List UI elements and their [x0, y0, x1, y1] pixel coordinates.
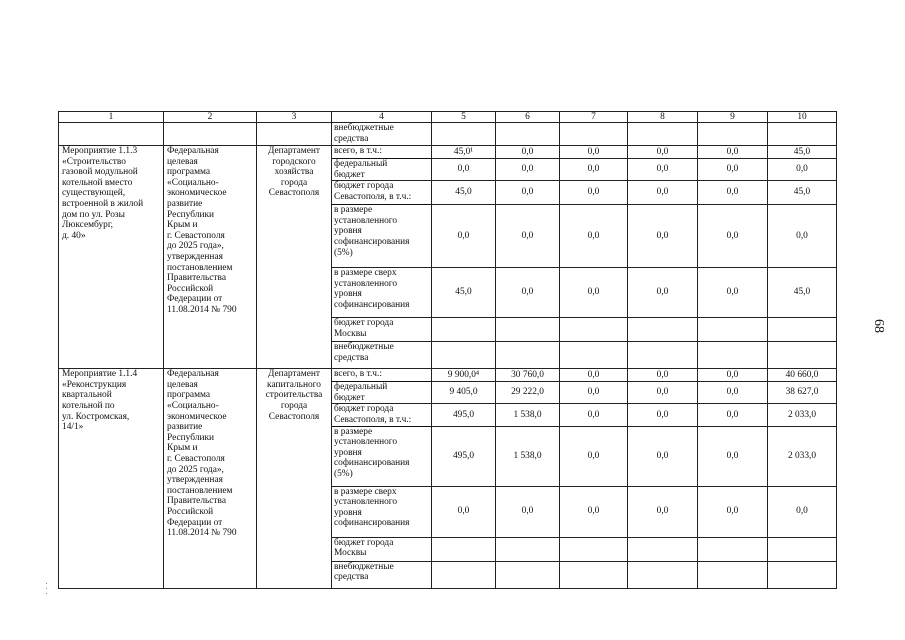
value-text: 0,0 — [521, 164, 534, 175]
indicator-cell: в размере установленного уровня софинансирования (5%) — [332, 205, 432, 268]
value-cell — [496, 486, 560, 537]
value-text: 45,0¹ — [453, 146, 474, 157]
value-text: 38 627,0 — [785, 387, 819, 398]
executor-cell: Департамент капитального строительства города Севастополя — [257, 369, 332, 588]
column-header: 9 — [698, 112, 768, 123]
value-cell — [496, 146, 560, 159]
value-cell — [496, 205, 560, 268]
value-cell — [560, 268, 628, 318]
value-text: 0,0 — [796, 230, 808, 241]
table-row — [59, 369, 837, 382]
value-cell — [560, 537, 628, 561]
value-cell — [432, 318, 496, 342]
value-cell — [496, 268, 560, 318]
value-cell — [432, 426, 496, 486]
value-cell — [768, 382, 837, 404]
value-text: 0,0 — [726, 369, 739, 380]
table-row — [59, 146, 837, 159]
value-text: 0,0 — [726, 506, 739, 517]
value-text: 0,0 — [656, 369, 669, 380]
page-number: 68 — [871, 319, 886, 333]
value-cell — [496, 382, 560, 404]
value-text: 45,0 — [455, 187, 472, 198]
value-cell — [560, 561, 628, 588]
value-cell — [560, 342, 628, 369]
value-text: 0,0 — [587, 287, 600, 298]
value-text: 0,0 — [521, 230, 534, 241]
value-cell — [560, 146, 628, 159]
value-cell — [432, 561, 496, 588]
value-cell — [628, 561, 698, 588]
executor-cell: Департамент городского хозяйства города Севастополя — [257, 146, 332, 369]
value-text: 0,0 — [656, 287, 669, 298]
value-cell — [560, 181, 628, 205]
value-cell — [432, 146, 496, 159]
value-cell — [768, 537, 837, 561]
value-cell — [698, 342, 768, 369]
value-cell — [768, 159, 837, 181]
indicator-cell: в размере установленного уровня софинансирования (5%) — [332, 426, 432, 486]
value-text: 9 405,0 — [449, 387, 478, 398]
value-text: 0,0 — [587, 369, 600, 380]
value-cell — [432, 537, 496, 561]
value-text: 2 033,0 — [787, 450, 817, 461]
value-cell — [698, 561, 768, 588]
value-cell — [768, 486, 837, 537]
value-cell — [496, 561, 560, 588]
value-cell — [768, 404, 837, 426]
value-text: 0,0 — [457, 164, 470, 175]
value-text: 0,0 — [457, 230, 470, 241]
value-text: 0,0 — [726, 146, 739, 157]
value-text: 0,0 — [521, 506, 534, 517]
value-cell — [628, 404, 698, 426]
value-cell — [768, 342, 837, 369]
value-cell — [698, 318, 768, 342]
value-text: 0,0 — [656, 146, 669, 157]
value-cell — [560, 426, 628, 486]
value-cell — [698, 159, 768, 181]
value-cell — [768, 369, 837, 382]
indicator-cell: внебюджетные средства — [332, 561, 432, 588]
column-header: 1 — [59, 112, 164, 123]
value-cell — [628, 382, 698, 404]
indicator-cell: внебюджетные средства — [332, 123, 432, 146]
value-cell — [628, 426, 698, 486]
indicator-cell: бюджет города Севастополя, в т.ч.: — [332, 181, 432, 205]
program-cell: Федеральная целевая программа «Социально- экономическое развитие Республики Крым и г. Севастополя до 2025 года», утвержденная постановлением Правительства Российской Федерации от 11.08.2014 № 790 — [164, 146, 257, 369]
value-text: 495,0 — [452, 409, 475, 420]
value-cell — [496, 342, 560, 369]
column-header: 7 — [560, 112, 628, 123]
value-cell — [560, 404, 628, 426]
value-text: 0,0 — [656, 164, 669, 175]
value-cell — [560, 486, 628, 537]
value-text: 1 538,0 — [513, 409, 542, 420]
measure-cell: Мероприятие 1.1.4 «Реконструкция квартальной котельной по ул. Костромская, 14/1» — [59, 369, 164, 588]
value-text: 0,0 — [656, 450, 669, 461]
value-cell — [628, 181, 698, 205]
value-text: 0,0 — [656, 506, 669, 517]
value-text: 0,0 — [587, 164, 600, 175]
value-cell — [698, 146, 768, 159]
value-cell — [698, 369, 768, 382]
value-text: 45,0 — [793, 187, 811, 198]
column-header: 6 — [496, 112, 560, 123]
value-cell — [698, 537, 768, 561]
value-text: 40 660,0 — [785, 369, 819, 380]
value-text: 0,0 — [587, 450, 600, 461]
indicator-cell: бюджет города Москвы — [332, 318, 432, 342]
value-cell — [432, 205, 496, 268]
value-cell — [432, 404, 496, 426]
value-text: 29 222,0 — [511, 387, 544, 398]
value-cell — [432, 159, 496, 181]
value-text: 0,0 — [726, 164, 739, 175]
value-cell — [432, 369, 496, 382]
value-cell — [628, 537, 698, 561]
value-cell — [432, 382, 496, 404]
indicator-cell: бюджет города Москвы — [332, 537, 432, 561]
value-cell — [698, 268, 768, 318]
value-cell — [628, 342, 698, 369]
value-text: 1 538,0 — [513, 450, 542, 461]
value-text: 0,0 — [726, 287, 739, 298]
value-text: 0,0 — [587, 387, 600, 398]
value-cell — [698, 404, 768, 426]
indicator-cell: федеральный бюджет — [332, 159, 432, 181]
value-text: 0,0 — [726, 230, 739, 241]
value-text: 0,0 — [726, 450, 739, 461]
value-text: 0,0 — [656, 230, 669, 241]
indicator-cell: всего, в т.ч.: — [332, 369, 432, 382]
program-cell: Федеральная целевая программа «Социально- экономическое развитие Республики Крым и г. Севастополя до 2025 года», утвержденная постановлением Правительства Российской Федерации от 11.08.2014 № 790 — [164, 369, 257, 588]
value-cell — [768, 318, 837, 342]
header-row — [59, 112, 837, 123]
value-cell — [560, 382, 628, 404]
indicator-cell: внебюджетные средства — [332, 342, 432, 369]
value-cell — [560, 369, 628, 382]
value-cell — [432, 268, 496, 318]
column-header: 4 — [332, 112, 432, 123]
value-text: 45,0 — [455, 287, 472, 298]
value-cell — [496, 537, 560, 561]
value-text: 30 760,0 — [511, 369, 544, 380]
value-text: 0,0 — [726, 387, 739, 398]
value-cell — [628, 268, 698, 318]
value-cell — [560, 205, 628, 268]
value-text: 45,0 — [793, 287, 811, 298]
value-cell — [560, 318, 628, 342]
value-cell — [496, 159, 560, 181]
indicator-cell: всего, в т.ч.: — [332, 146, 432, 159]
column-header: 3 — [257, 112, 332, 123]
value-cell — [496, 181, 560, 205]
value-cell — [768, 268, 837, 318]
value-text: 495,0 — [452, 450, 475, 461]
value-text: 0,0 — [521, 187, 534, 198]
value-cell — [496, 426, 560, 486]
value-cell — [698, 181, 768, 205]
carry-over-row — [59, 123, 837, 146]
value-cell — [768, 146, 837, 159]
value-cell — [698, 426, 768, 486]
value-text: 0,0 — [796, 164, 808, 175]
value-cell — [768, 426, 837, 486]
value-cell — [628, 486, 698, 537]
value-cell — [628, 318, 698, 342]
indicator-cell: в размере сверх установленного уровня софинансирования — [332, 268, 432, 318]
column-header: 2 — [164, 112, 257, 123]
value-text: 0,0 — [587, 187, 600, 198]
value-text: 9 900,0⁴ — [447, 369, 480, 380]
value-text: 0,0 — [656, 387, 669, 398]
value-cell — [432, 181, 496, 205]
value-cell — [698, 382, 768, 404]
value-cell — [768, 205, 837, 268]
indicator-cell: федеральный бюджет — [332, 382, 432, 404]
value-cell — [768, 561, 837, 588]
measure-cell: Мероприятие 1.1.3 «Строительство газовой модульной котельной вместо существующей, встроенной в жилой дом по ул. Розы Люксембург, д. 40» — [59, 146, 164, 369]
value-cell — [628, 159, 698, 181]
value-text: 0,0 — [587, 146, 600, 157]
value-cell — [496, 318, 560, 342]
value-text: 0,0 — [521, 287, 534, 298]
value-text: 0,0 — [457, 506, 470, 517]
value-cell — [496, 404, 560, 426]
value-cell — [432, 342, 496, 369]
value-cell — [432, 486, 496, 537]
indicator-cell: в размере сверх установленного уровня софинансирования — [332, 486, 432, 537]
indicator-cell: бюджет города Севастополя, в т.ч.: — [332, 404, 432, 426]
value-text: 0,0 — [587, 506, 600, 517]
column-header: 10 — [768, 112, 837, 123]
column-header: 8 — [628, 112, 698, 123]
value-text: 0,0 — [587, 409, 600, 420]
value-text: 0,0 — [726, 409, 739, 420]
value-cell — [628, 369, 698, 382]
value-text: 45,0 — [793, 146, 811, 157]
value-text: 0,0 — [656, 409, 669, 420]
value-cell — [628, 205, 698, 268]
value-cell — [628, 146, 698, 159]
value-cell — [560, 159, 628, 181]
value-cell — [768, 181, 837, 205]
value-text: 0,0 — [656, 187, 669, 198]
value-text: 0,0 — [521, 146, 534, 157]
column-header: 5 — [432, 112, 496, 123]
value-cell — [698, 486, 768, 537]
value-text: 2 033,0 — [787, 409, 817, 420]
value-text: 0,0 — [796, 506, 808, 517]
financing-table — [58, 111, 837, 589]
value-text: 0,0 — [726, 187, 739, 198]
value-cell — [698, 205, 768, 268]
value-cell — [496, 369, 560, 382]
value-text: 0,0 — [587, 230, 600, 241]
